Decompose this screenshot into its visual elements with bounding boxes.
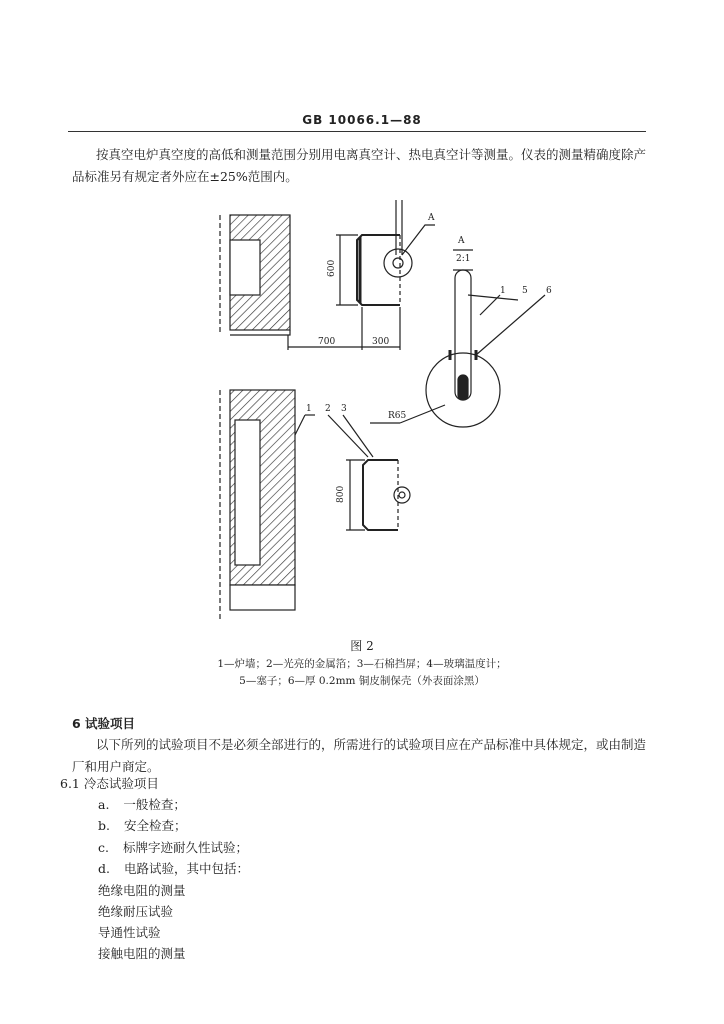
shield-bottom (363, 460, 398, 530)
header-rule (68, 131, 646, 132)
list-text: 安全检查； (123, 818, 187, 833)
section-6-paragraph: 以下所列的试验项目不是必须全部进行的，所需进行的试验项目应在产品标准中具体规定，或由制造厂和用户商定。 (72, 737, 647, 774)
sub-item: 导通性试验 (98, 925, 161, 940)
section-6-1-heading: 6.1 冷态试验项目 (60, 776, 159, 791)
sub-item: 接触电阻的测量 (98, 946, 186, 961)
figure-legend-line2: 5—塞子；6—厚 0.2mm 铜皮制保壳（外表面涂黑） (239, 675, 485, 687)
thermometer-top (384, 249, 412, 277)
label-A: A (428, 213, 435, 223)
label-1: 1 (500, 286, 506, 296)
figure-legend-line1: 1—炉墙；2—光亮的金属箔；3—石棉挡屏；4—玻璃温度计； (217, 658, 507, 670)
label-R65: R65 (388, 411, 407, 421)
list-item-d (98, 859, 249, 877)
label-1b: 1 (306, 404, 312, 414)
figure-2-drawing (200, 195, 640, 625)
list-text: 标牌字迹耐久性试验； (122, 840, 248, 855)
list-item-b (98, 816, 186, 834)
dim-800: 800 (336, 485, 346, 503)
label-6: 6 (546, 286, 552, 296)
list-marker: d. (98, 861, 110, 876)
label-A-view: A (458, 236, 465, 246)
thermometer-bottom (394, 487, 410, 503)
intro-paragraph: 按真空电炉真空度的高低和测量范围分别用电离真空计、热电真空计等测量。仪表的测量精确度除产品标准另有规定者外应在±25%范围内。 (72, 147, 647, 184)
sub-item: 绝缘耐压试验 (98, 904, 174, 919)
list-marker: a. (98, 797, 110, 812)
list-marker: c. (98, 840, 109, 855)
dim-600: 600 (327, 259, 337, 277)
label-5: 5 (522, 286, 528, 296)
shield-top (357, 235, 400, 305)
list-marker: b. (98, 818, 110, 833)
dim-700: 700 (318, 337, 336, 347)
list-item-c (98, 838, 248, 856)
page-header: GB 10066.1—88 (302, 113, 422, 127)
list-item-a (98, 795, 186, 813)
list-text: 电路试验，其中包括： (123, 861, 249, 876)
label-2: 2 (325, 404, 331, 414)
label-ratio: 2:1 (456, 254, 471, 264)
dim-300: 300 (372, 337, 390, 347)
section-6-heading: 6 试验项目 (72, 716, 136, 731)
figure-title: 图 2 (350, 639, 374, 653)
list-text: 一般检查； (123, 797, 186, 812)
label-3: 3 (341, 404, 347, 414)
sub-item: 绝缘电阻的测量 (98, 883, 186, 898)
